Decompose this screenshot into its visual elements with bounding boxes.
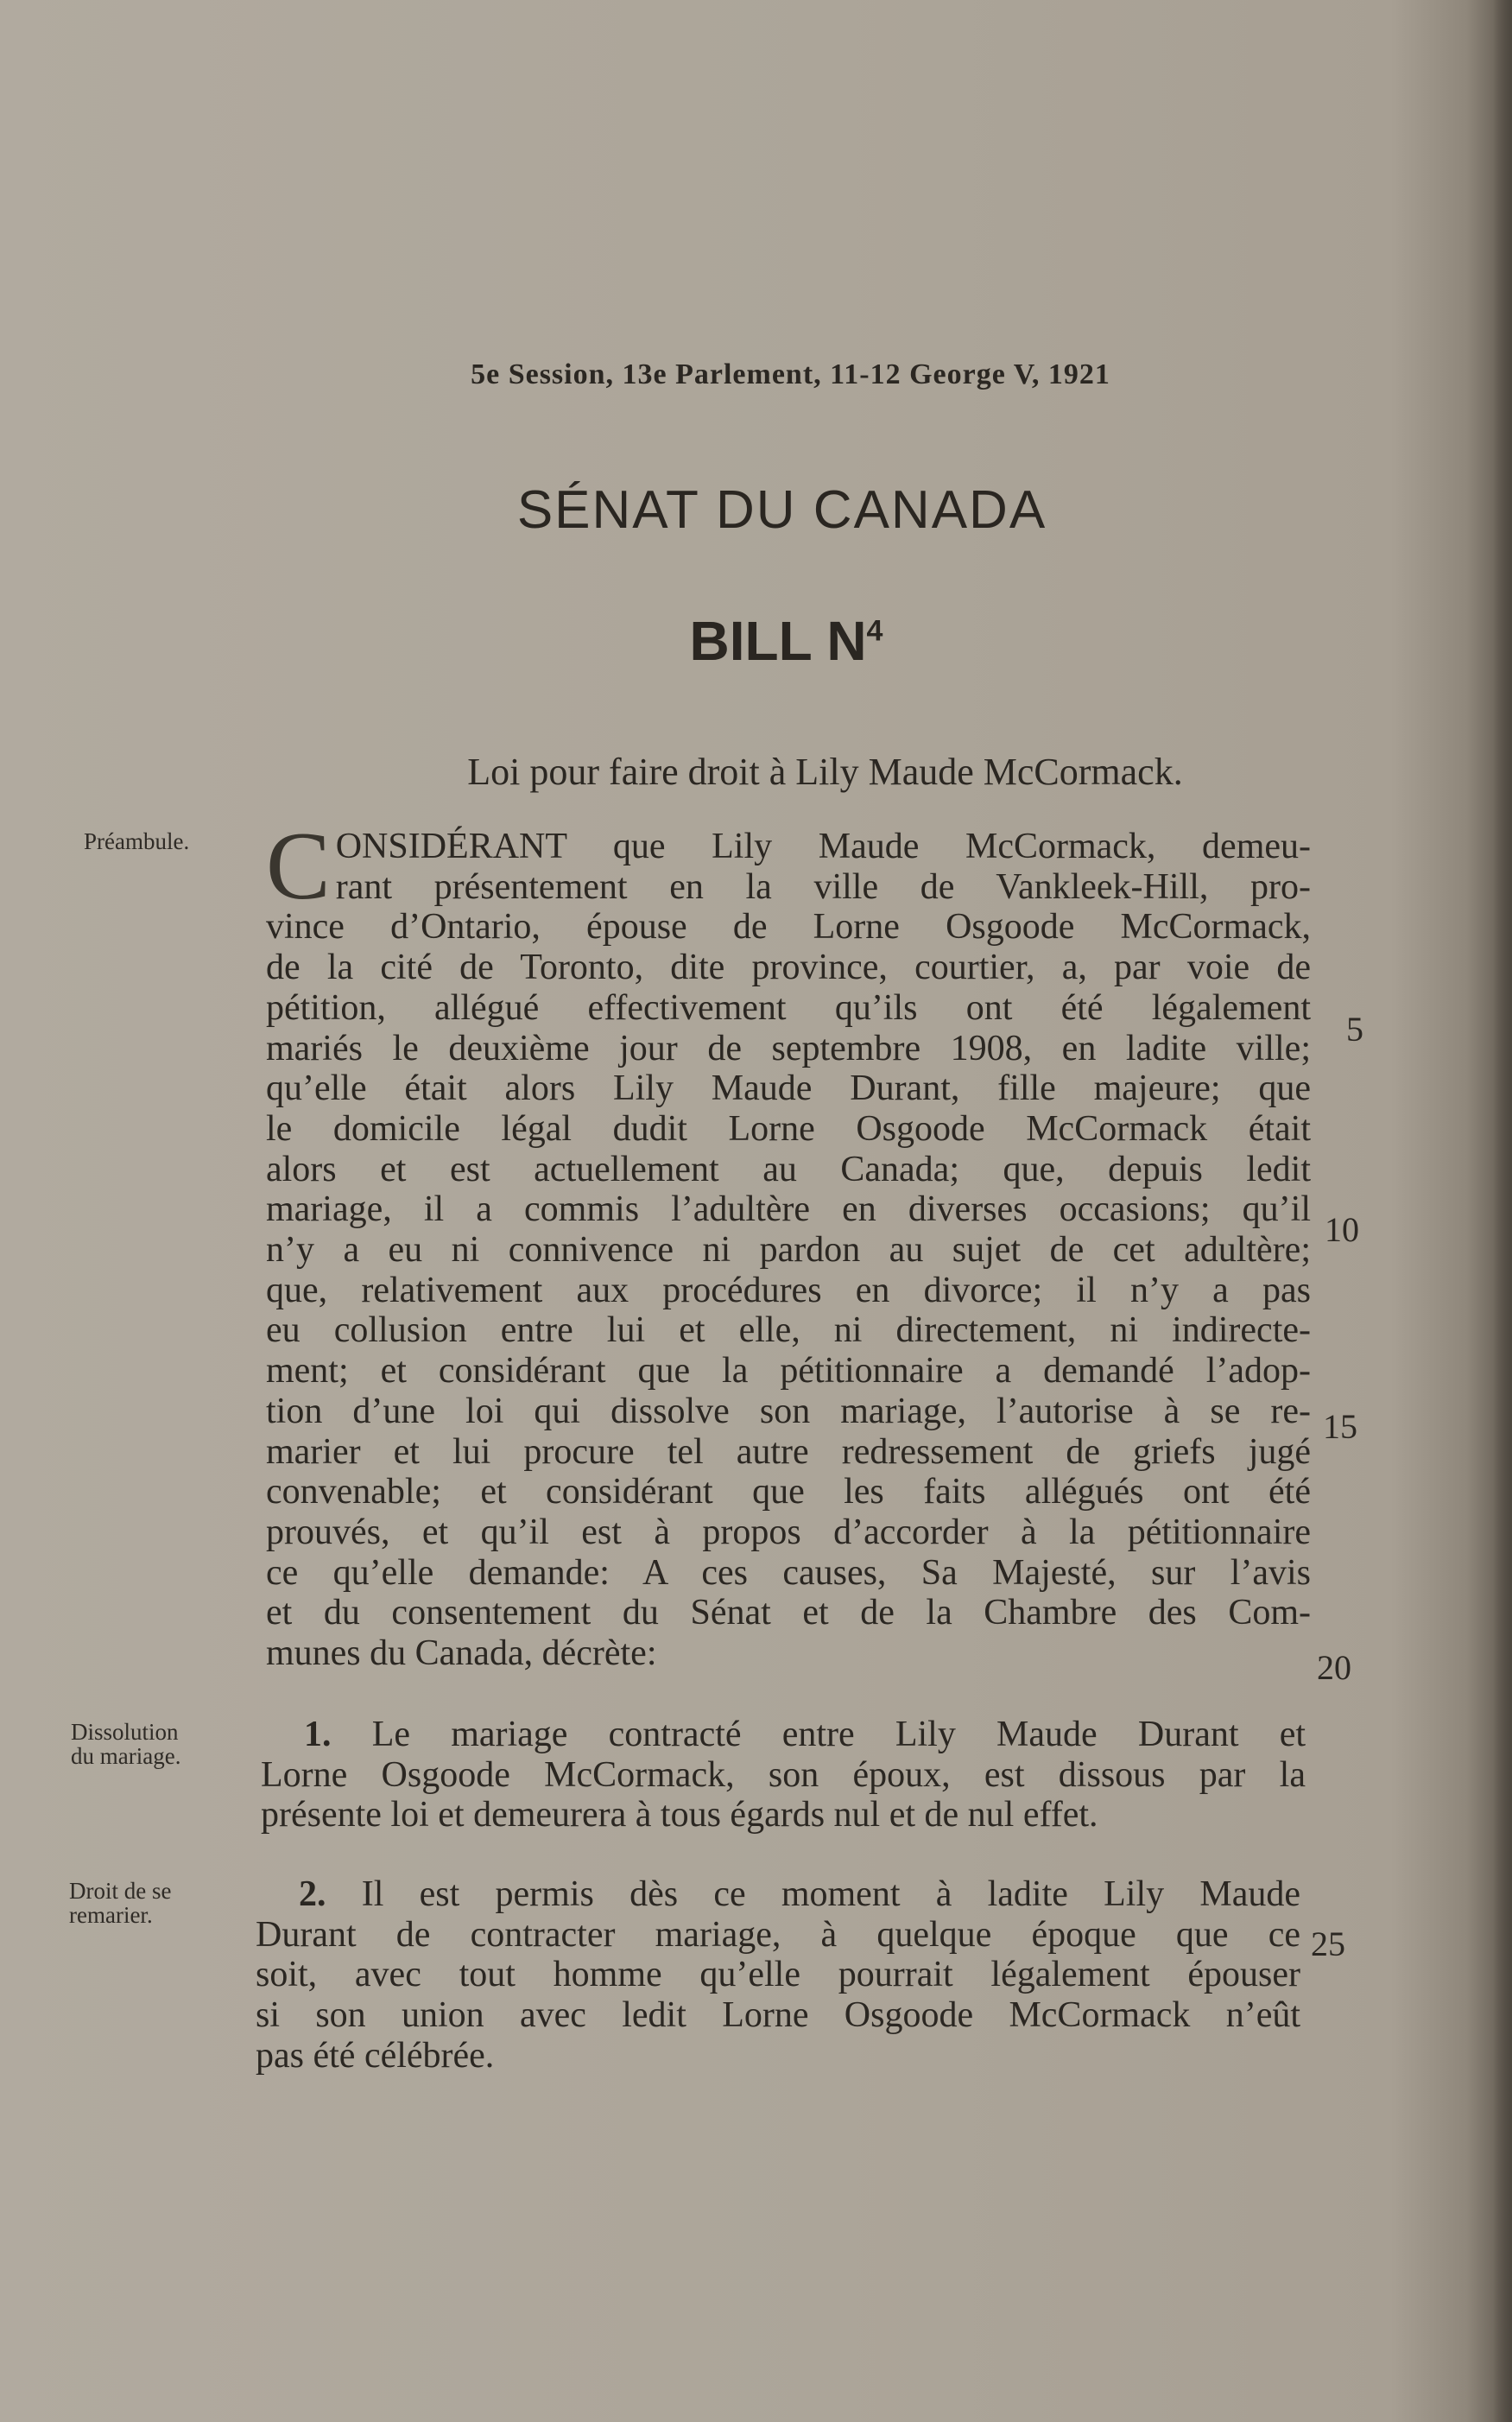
- preamble-line: mariés le deuxième jour de septembre 1908, en ladite ville;: [266, 1028, 1311, 1068]
- line-number: 5: [1346, 1010, 1363, 1049]
- section-2-line: soit, avec tout homme qu’elle pourrait légalement épouser: [256, 1955, 1300, 1995]
- preamble-line: pétition, allégué effectivement qu’ils ont été légalement: [266, 987, 1311, 1028]
- preamble-line: prouvés, et qu’il est à propos d’accorder à la pétitionnaire: [266, 1512, 1311, 1552]
- section-2-line: Durant de contracter mariage, à quelque époque que ce: [256, 1914, 1300, 1955]
- line-number: 10: [1325, 1210, 1359, 1249]
- margin-note-line: Droit de se: [69, 1878, 172, 1904]
- section-1-line-text: Le mariage contracté entre Lily Maude Durant et: [371, 1715, 1306, 1754]
- margin-note-line: remarier.: [69, 1902, 153, 1928]
- section-1-line: [261, 1715, 1306, 1755]
- preamble-line: ce qu’elle demande: A ces causes, Sa Majesté, sur l’avis: [266, 1552, 1311, 1593]
- session-header: 5e Session, 13e Parlement, 11-12 George V, 1921: [471, 358, 1110, 390]
- chamber-title: SÉNAT DU CANADA: [516, 480, 1047, 540]
- preamble-line: marier et lui procure tel autre redressement de griefs jugé: [266, 1431, 1311, 1472]
- margin-note-preamble: Préambule.: [84, 828, 190, 854]
- bill-title: [0, 609, 1512, 673]
- preamble-line: ment; et considérant que la pétitionnaire a demandé l’adop-: [266, 1351, 1311, 1392]
- preamble-line: ONSIDÉRANT que Lily Maude McCormack, demeu-: [335, 827, 1311, 866]
- preamble-text: [266, 813, 1311, 1674]
- section-2-line: [256, 1874, 1300, 1915]
- preamble-line: de la cité de Toronto, dite province, courtier, a, par voie de: [266, 948, 1311, 988]
- preamble-line: vince d’Ontario, épouse de Lorne Osgoode McCormack,: [266, 907, 1311, 948]
- section-2-line-text: Il est permis dès ce moment à ladite Lily Maude: [361, 1874, 1301, 1914]
- bill-subtitle: Loi pour faire droit à Lily Maude McCormack.: [467, 751, 1183, 793]
- margin-note-line: Dissolution: [71, 1719, 179, 1745]
- section-2-number: 2.: [299, 1874, 326, 1914]
- section-1-line: présente loi et demeurera à tous égards nul et de nul effet.: [261, 1795, 1098, 1836]
- preamble-line: qu’elle était alors Lily Maude Durant, fille majeure; que: [266, 1068, 1311, 1109]
- preamble-line: alors et est actuellement au Canada; que, depuis ledit: [266, 1149, 1311, 1189]
- preamble-line: munes du Canada, décrète:: [266, 1633, 657, 1674]
- margin-note-remarriage: [69, 1879, 242, 1927]
- line-number: 20: [1317, 1648, 1351, 1687]
- section-1-line: Lorne Osgoode McCormack, son époux, est dissous par la: [261, 1754, 1306, 1795]
- preamble-line: eu collusion entre lui et elle, ni directement, ni indirecte-: [266, 1310, 1311, 1351]
- preamble-line: rant présentement en la ville de Vankleek-Hill, pro-: [335, 866, 1311, 907]
- preamble-line: le domicile légal dudit Lorne Osgoode McCormack était: [266, 1108, 1311, 1149]
- preamble-line: convenable; et considérant que les faits allégués ont été: [266, 1472, 1311, 1512]
- section-2: [256, 1874, 1300, 2076]
- preamble-line: tion d’une loi qui dissolve son mariage, l’autorise à se re-: [266, 1391, 1311, 1431]
- preamble-line: que, relativement aux procédures en divorce; il n’y a pas: [266, 1270, 1311, 1310]
- margin-note-dissolution: [71, 1720, 244, 1768]
- section-1-number: 1.: [304, 1715, 332, 1754]
- dropcap-letter: C: [266, 813, 331, 920]
- line-number: 25: [1311, 1924, 1345, 1963]
- preamble-line: et du consentement du Sénat et de la Chambre des Com-: [266, 1593, 1311, 1633]
- line-number: 15: [1323, 1407, 1357, 1446]
- section-2-line: pas été célébrée.: [256, 2035, 495, 2076]
- section-1: [261, 1715, 1306, 1836]
- bill-number: 4: [866, 614, 883, 648]
- bill-label: BILL N: [689, 610, 867, 672]
- preamble-line: mariage, il a commis l’adultère en diverses occasions; qu’il: [266, 1189, 1311, 1230]
- section-2-line: si son union avec ledit Lorne Osgoode McCormack n’eût: [256, 1995, 1300, 2036]
- preamble-line: n’y a eu ni connivence ni pardon au sujet de cet adultère;: [266, 1230, 1311, 1271]
- margin-note-line: du mariage.: [71, 1743, 181, 1769]
